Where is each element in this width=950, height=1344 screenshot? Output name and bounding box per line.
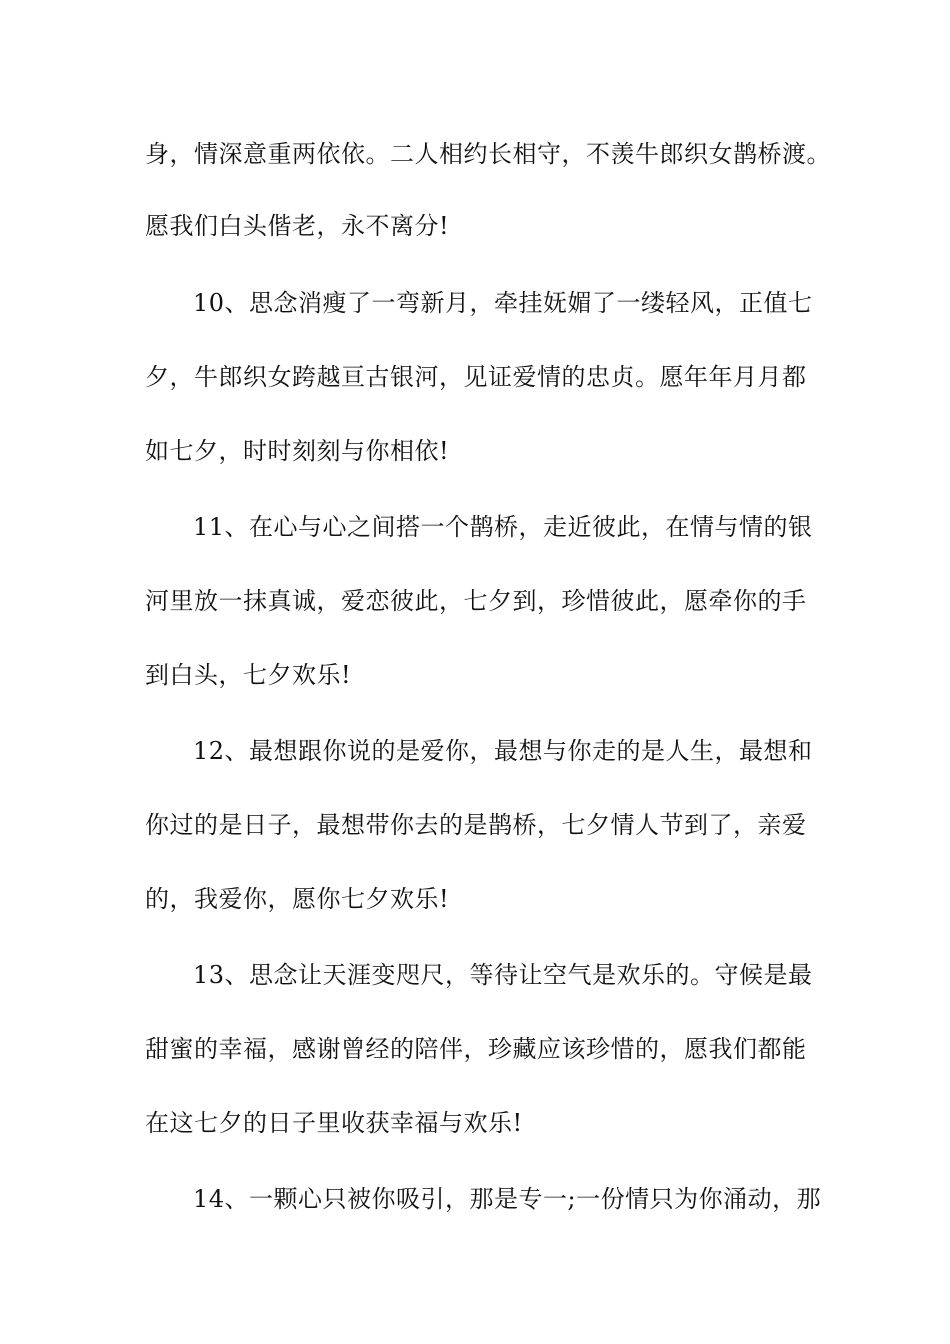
text-line: 你过的是日子，最想带你去的是鹊桥，七夕情人节到了，亲爱 [145,811,807,839]
text-line: 到白头，七夕欢乐! [145,661,352,689]
text-line: 愿我们白头偕老，永不离分! [145,212,450,240]
paragraph-start-line: 11、在心与心之间搭一个鹊桥，走近彼此，在情与情的银 [193,513,813,541]
text-line: 身，情深意重两依依。二人相约长相守，不羡牛郎织女鹊桥渡。 [145,140,831,168]
text-line: 河里放一抹真诚，爱恋彼此，七夕到，珍惜彼此，愿牵你的手 [145,587,807,615]
text-line: 甜蜜的幸福，感谢曾经的陪伴，珍藏应该珍惜的，愿我们都能 [145,1035,807,1063]
paragraph-start-line: 14、一颗心只被你吸引，那是专一;一份情只为你涌动，那 [193,1185,822,1213]
text-line: 如七夕，时时刻刻与你相依! [145,437,450,465]
paragraph-start-line: 13、思念让天涯变咫尺，等待让空气是欢乐的。守候是最 [193,961,813,989]
text-line: 在这七夕的日子里收获幸福与欢乐! [145,1109,523,1137]
paragraph-start-line: 10、思念消瘦了一弯新月，牵挂妩媚了一缕轻风，正值七 [193,289,813,317]
text-line: 夕，牛郎织女跨越亘古银河，见证爱情的忠贞。愿年年月月都 [145,363,807,391]
paragraph-start-line: 12、最想跟你说的是爱你，最想与你走的是人生，最想和 [193,737,813,765]
text-line: 的，我爱你，愿你七夕欢乐! [145,885,450,913]
